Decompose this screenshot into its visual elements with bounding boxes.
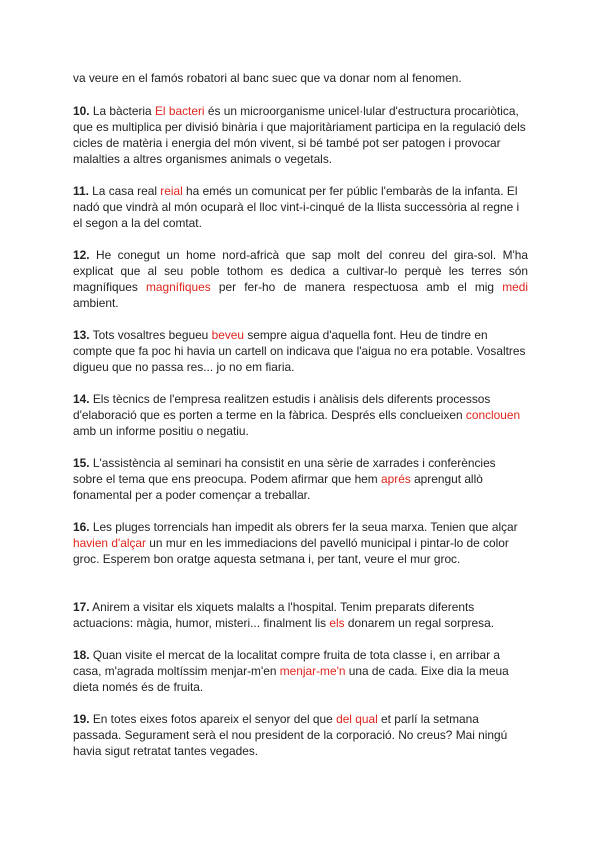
item-text: Els tècnics de l'empresa realitzen estudis i anàlisis dels diferents processos d'elaboració que es porten a terme en la fàbrica. Després ells conclueixen <box>73 392 491 422</box>
item-10 <box>73 103 528 167</box>
item-number: 18. <box>73 648 90 662</box>
correction-text: del qual <box>336 712 378 726</box>
item-text: sempre aigua d'aquella font. Heu de tindre en compte que fa poc hi havia un cartell on indicava que l'aigua no era potable. Vosaltres digueu que no passa res... jo no em fiaria. <box>73 328 526 374</box>
item-16 <box>73 519 528 567</box>
item-number: 15. <box>73 456 90 470</box>
item-text: En totes eixes fotos apareix el senyor del que <box>89 712 337 726</box>
item-13 <box>73 327 528 375</box>
item-text: Les pluges torrencials han impedit als obrers fer la seua marxa. Tenien que alçar <box>89 520 518 534</box>
item-text: un mur en les immediacions del pavelló municipal i pintar-lo de color groc. Esperem bon oratge aquesta setmana i, per tant, veure el mur groc. <box>73 536 509 566</box>
correction-text: reial <box>160 184 183 198</box>
correction-text: aprés <box>381 472 411 486</box>
correction-text: conclouen <box>465 408 521 422</box>
item-number: 12. <box>73 248 90 262</box>
item-text: et parlí la setmana passada. Segurament serà el nou president de la corporació. No creus? Mai ningú havia sigut retratat tantes vegades. <box>73 712 508 758</box>
item-number: 16. <box>73 520 90 534</box>
correction-text: els <box>329 616 345 630</box>
item-text: La bàcteria <box>89 104 155 118</box>
item-19 <box>73 711 528 759</box>
correction-text-2: medi <box>502 280 528 294</box>
item-text: Quan visite el mercat de la localitat compre fruita de tota classe i, en arribar a casa, m'agrada moltíssim menjar-m'en <box>73 648 500 678</box>
item-text: una de cada. Eixe dia la meua dieta només és de fruita. <box>73 664 509 694</box>
item-18 <box>73 647 528 695</box>
item-14 <box>73 391 528 439</box>
item-number: 19. <box>73 712 90 726</box>
correction-text: magnífiques <box>145 280 211 294</box>
item-number: 10. <box>73 104 90 118</box>
item-number: 14. <box>73 392 90 406</box>
item-11 <box>73 183 528 231</box>
item-15 <box>73 455 528 503</box>
item-number: 17. <box>73 600 90 614</box>
item-text: La casa real <box>88 184 161 198</box>
continued-paragraph: va veure en el famós robatori al banc suec que va donar nom al fenomen. <box>73 71 462 85</box>
item-text: ha emés un comunicat per fer públic l'embaràs de la infanta. El nadó que vindrà al món ocuparà el lloc vint-i-cinqué de la llista successòria al regne i el segon a la del comtat. <box>73 184 520 230</box>
item-12 <box>73 247 528 311</box>
item-text: Anirem a visitar els xiquets malalts a l'hospital. Tenim preparats diferents actuacions: màgia, humor, misteri... finalment lis <box>73 600 475 630</box>
item-text: He conegut un home nord-africà que sap molt del conreu del gira-sol. M'ha explicat que al seu poble tothom es dedica a cultivar-lo perquè les terres són magnífiques <box>73 248 528 294</box>
correction-text: menjar-me'n <box>279 664 346 678</box>
item-text: ambient. <box>73 296 119 310</box>
item-text: aprengut allò fonamental per a poder començar a treballar. <box>73 472 483 502</box>
item-number: 11. <box>73 184 89 198</box>
correction-text: havien d'alçar <box>73 536 146 550</box>
item-number: 13. <box>73 328 90 342</box>
item-17 <box>73 599 528 631</box>
item-text: Tots vosaltres begueu <box>89 328 212 342</box>
item-text: amb un informe positiu o negatiu. <box>73 424 249 438</box>
item-text: és un microorganisme unicel·lular d'estructura procariòtica, que es multiplica per divisió binària i que majoritàriament participa en la regulació dels cicles de matèria i energia del món vivent, si bé també pot ser patogen i provocar malalties a altres organismes animals o vegetals. <box>73 104 526 166</box>
item-text: per fer-ho de manera respectuosa amb el mig <box>210 280 503 294</box>
correction-text: El bacteri <box>154 104 205 118</box>
item-text: donarem un regal sorpresa. <box>344 616 495 630</box>
correction-text: beveu <box>211 328 245 342</box>
item-text: L'assistència al seminari ha consistit en una sèrie de xarrades i conferències sobre el tema que ens preocupa. Podem afirmar que hem <box>73 456 496 486</box>
